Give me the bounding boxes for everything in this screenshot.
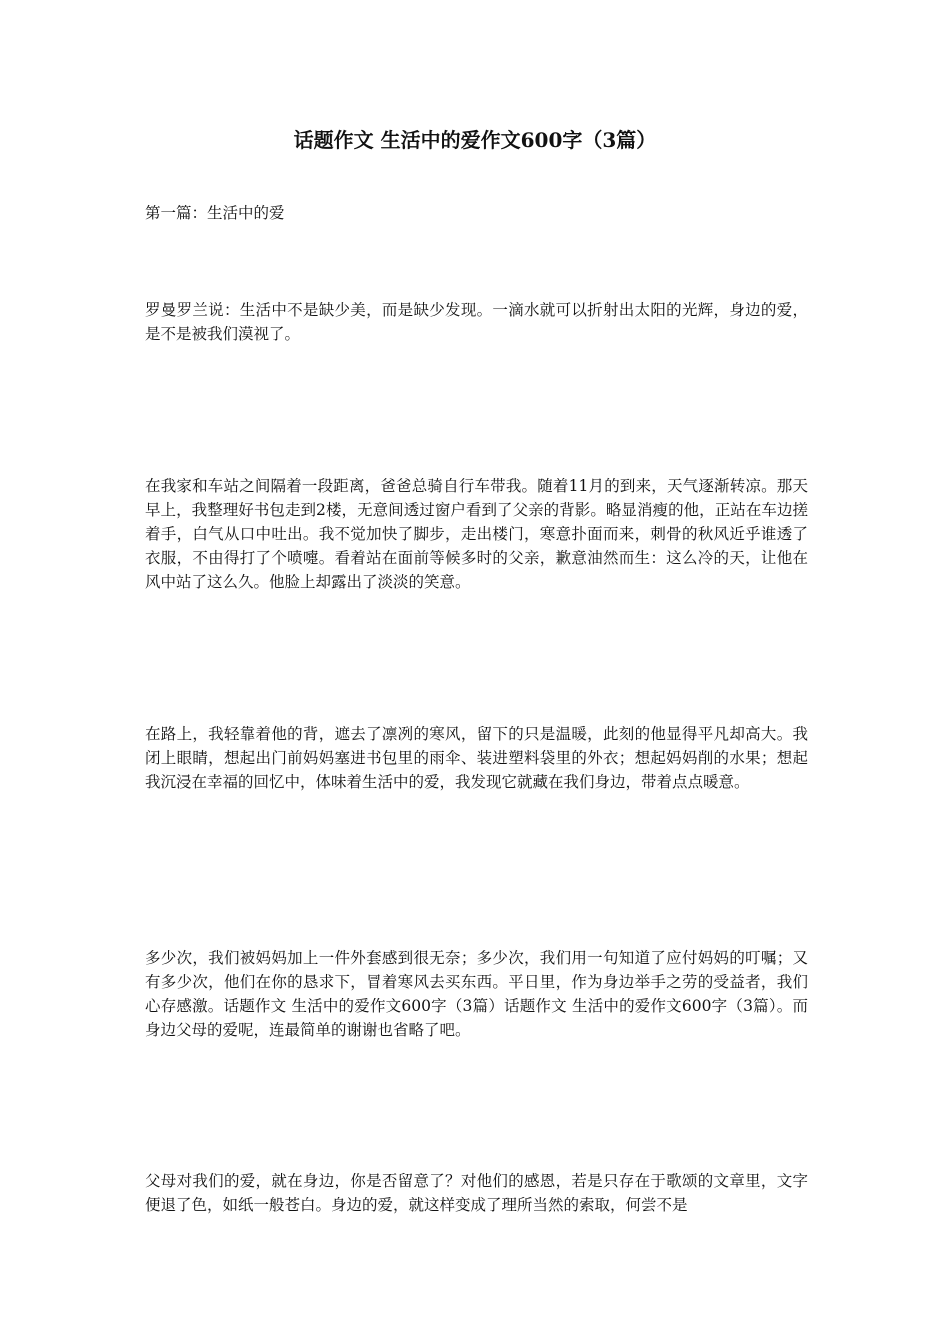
paragraph-5: 父母对我们的爱，就在身边，你是否留意了？对他们的感恩，若是只存在于歌颂的文章里，文字便退了色，如纸一般苍白。身边的爱，就这样变成了理所当然的索取，何尝不是 [145, 1172, 808, 1214]
paragraph-4: 多少次，我们被妈妈加上一件外套感到很无奈；多少次，我们用一句知道了应付妈妈的叮嘱；又有多少次，他们在你的恳求下，冒着寒风去买东西。平日里，作为身边举手之劳的受益者，我们心存感激。话题作文 生活中的爱作文600字（3篇）话题作文 生活中的爱作文600字（3篇）。而身边父母的爱呢，连最简单的谢谢也省略了吧。 [145, 949, 808, 1039]
document-title: 话题作文 生活中的爱作文600字（3篇） [293, 128, 657, 152]
paragraph-1: 罗曼罗兰说：生活中不是缺少美，而是缺少发现。一滴水就可以折射出太阳的光辉，身边的爱，是不是被我们漠视了。 [145, 301, 808, 343]
paragraph-3: 在路上，我轻靠着他的背，遮去了凛冽的寒风，留下的只是温暖，此刻的他显得平凡却高大。我闭上眼睛，想起出门前妈妈塞进书包里的雨伞、装进塑料袋里的外衣；想起妈妈削的水果；想起我沉浸在幸福的回忆中，体味着生活中的爱，我发现它就藏在我们身边，带着点点暖意。 [145, 725, 808, 791]
paragraph-2: 在我家和车站之间隔着一段距离，爸爸总骑自行车带我。随着11月的到来，天气逐渐转凉。那天早上，我整理好书包走到2楼，无意间透过窗户看到了父亲的背影。略显消瘦的他，正站在车边搓着手，白气从口中吐出。我不觉加快了脚步，走出楼门，寒意扑面而来，刺骨的秋风近乎谁透了衣服，不由得打了个喷嚏。看着站在面前等候多时的父亲，歉意油然而生：这么冷的天，让他在风中站了这么久。他脸上却露出了淡淡的笑意。 [145, 477, 808, 591]
section-heading: 第一篇：生活中的爱 [145, 204, 285, 222]
